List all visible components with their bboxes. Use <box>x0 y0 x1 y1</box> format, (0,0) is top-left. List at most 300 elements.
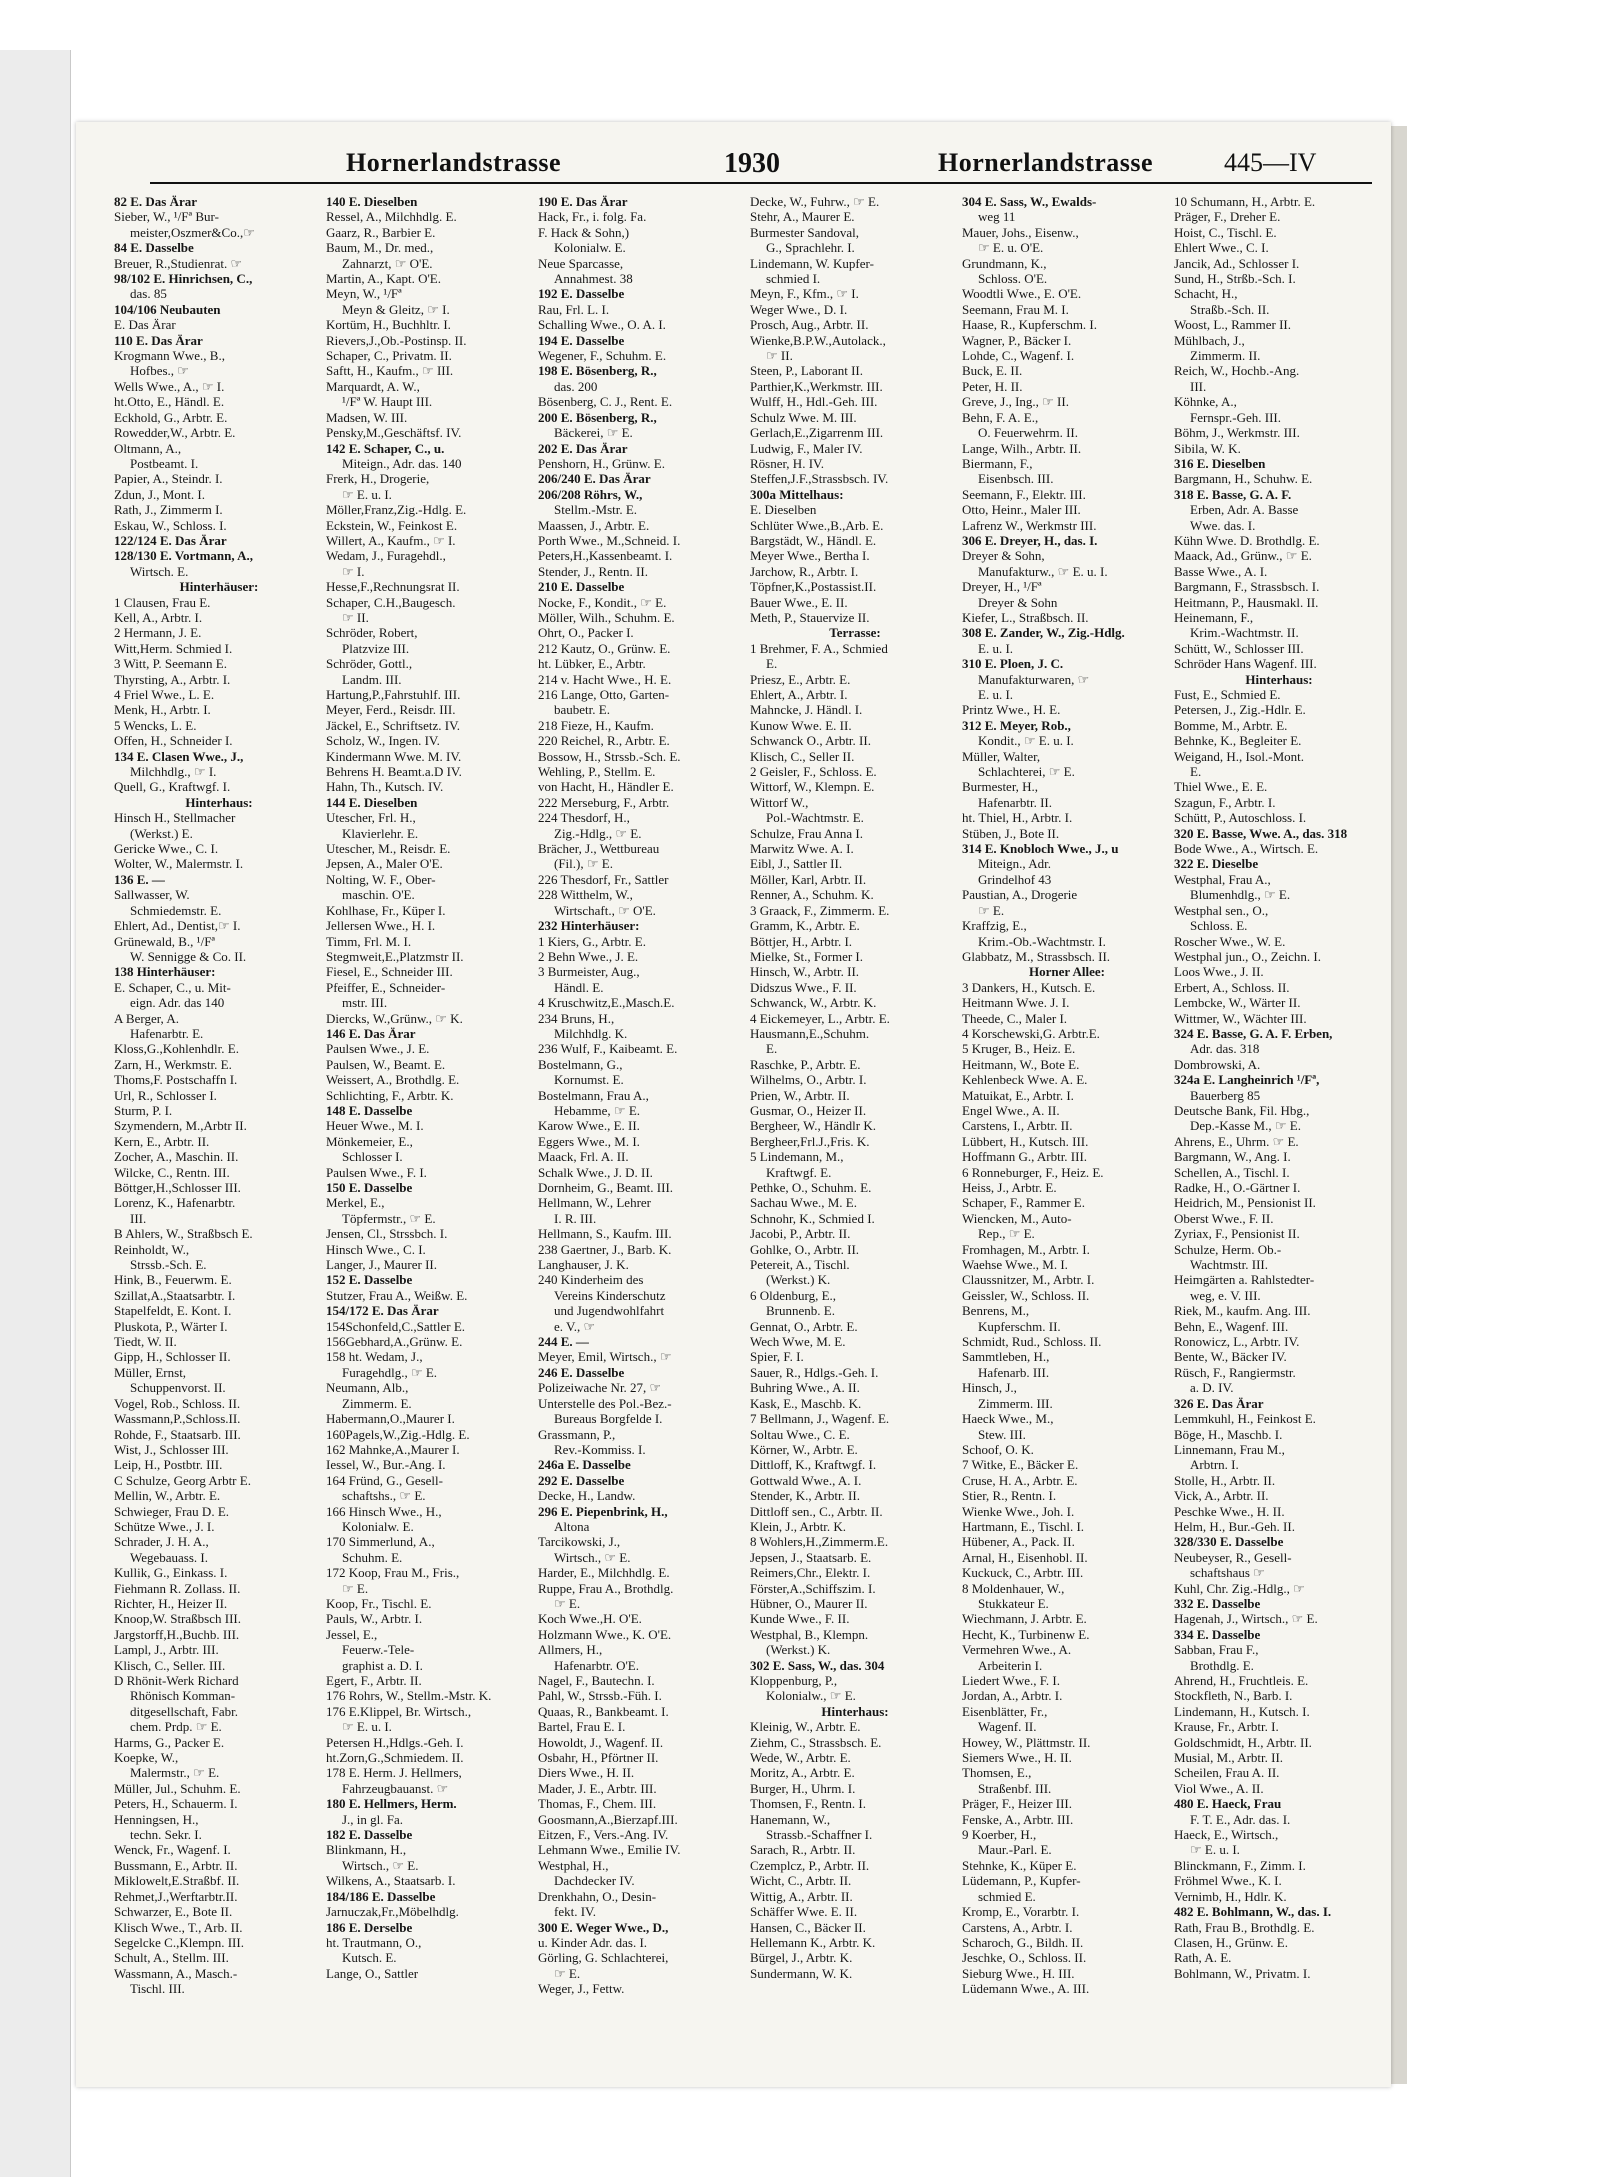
directory-entry: Kunde Wwe., F. II. <box>750 1611 850 1627</box>
directory-entry: 300 E. Weger Wwe., D., <box>538 1919 669 1935</box>
directory-entry: Pluskota, P., Wärter I. <box>114 1318 228 1334</box>
directory-entry: Ahrens, E., Uhrm. ☞ E. <box>1174 1133 1299 1149</box>
directory-entry: Pethke, O., Schuhm. E. <box>750 1180 872 1195</box>
directory-entry: Wist, J., Schlosser III. <box>114 1441 229 1457</box>
directory-entry: Grünewald, B., ¹/Fª <box>114 933 216 949</box>
directory-entry: Gottwald Wwe., A. I. <box>750 1472 862 1488</box>
directory-entry: Habermann,O.,Maurer I. <box>326 1411 455 1427</box>
directory-entry: Jessel, E., <box>326 1626 378 1642</box>
directory-entry: Blumenhdlg., ☞ E. <box>1190 887 1291 903</box>
directory-entry: eign. Adr. das 140 <box>130 995 225 1011</box>
directory-entry: 142 E. Schaper, C., u. <box>326 440 445 456</box>
directory-entry: 216 Lange, Otto, Garten- <box>538 687 670 702</box>
directory-entry: Mellin, W., Arbtr. E. <box>114 1488 221 1504</box>
directory-entry: Bösenberg, C. J., Rent. E. <box>538 394 673 410</box>
directory-entry: Quaas, R., Bankbeamt. I. <box>538 1703 669 1719</box>
directory-entry: 240 Kinderheim des <box>538 1272 644 1288</box>
directory-entry: 156Gebhard,A.,Grünw. E. <box>326 1334 463 1350</box>
directory-entry: 138 Hinterhäuser: <box>114 964 216 980</box>
directory-entry: 186 E. Derselbe <box>326 1919 413 1935</box>
directory-entry: Schulze, Frau Anna I. <box>750 825 864 841</box>
directory-entry: 202 E. Das Ärar <box>538 440 628 456</box>
directory-entry: Ronowicz, L., Arbtr. IV. <box>1174 1334 1300 1350</box>
directory-entry: Schlüter Wwe.,B.,Arb. E. <box>750 517 884 533</box>
directory-entry: 176 E.Klippel, Br. Wirtsch., <box>326 1703 472 1719</box>
directory-entry: Hellemann K., Arbtr. K. <box>750 1934 876 1950</box>
directory-entry: Hafenarbtr. II. <box>978 794 1052 810</box>
directory-entry: Miteign., Adr. <box>978 856 1051 872</box>
directory-entry: Kuckuck, C., Arbtr. III. <box>962 1565 1084 1581</box>
directory-entry: 6 Ronneburger, F., Heiz. E. <box>962 1164 1104 1180</box>
directory-entry: 6 Oldenburg, E., <box>750 1287 837 1303</box>
directory-entry: Rev.-Kommiss. I. <box>554 1441 646 1457</box>
directory-entry: Kolonialw. E. <box>554 240 626 256</box>
directory-entry: Fahrzeugbauanst. ☞ <box>342 1780 449 1796</box>
directory-entry: 328/330 E. Dasselbe <box>1174 1534 1284 1550</box>
directory-entry: Schacht, H., <box>1174 286 1238 302</box>
directory-entry: Ziehm, C., Strassbsch. E. <box>750 1734 882 1750</box>
directory-entry: Wech Wwe, M. E. <box>750 1334 846 1350</box>
directory-entry: Weger Wwe., D. I. <box>750 301 848 317</box>
directory-entry: 314 E. Knobloch Wwe., J., u <box>962 841 1119 857</box>
directory-entry: Eckstein, W., Feinkost E. <box>326 517 458 533</box>
directory-entry: Holzmann Wwe., K. O'E. <box>538 1626 672 1642</box>
directory-entry: Scholz, W., Ingen. IV. <box>326 733 440 749</box>
directory-entry: Tischl. III. <box>130 1981 185 1997</box>
directory-entry: 178 E. Herm. J. Hellmers, <box>326 1765 462 1781</box>
directory-entry: Vereins Kinderschutz <box>554 1287 666 1303</box>
directory-entry: Osbahr, H., Pförtner II. <box>538 1750 659 1766</box>
directory-entry: Goosmann,A.,Bierzapf.III. <box>538 1811 678 1827</box>
directory-entry: Schwarzer, E., Bote II. <box>114 1904 233 1920</box>
directory-entry: Arnal, H., Eisenhobl. II. <box>962 1549 1088 1565</box>
directory-entry: Kuhl, Chr. Zig.-Hdlg., ☞ <box>1174 1580 1305 1596</box>
directory-entry: Weger, J., Fettw. <box>538 1981 625 1997</box>
directory-entry: Eisenblätter, Fr., <box>962 1703 1048 1719</box>
directory-entry: Bauer Wwe., E. II. <box>750 594 848 610</box>
directory-entry: I. R. III. <box>554 1210 597 1226</box>
directory-entry: Jacobi, P., Arbtr. II. <box>750 1226 851 1242</box>
directory-entry: Schröder, Robert, <box>326 625 418 641</box>
directory-entry: Marwitz Wwe. A. I. <box>750 841 854 857</box>
directory-entry: Eitzen, F., Vers.-Ang. IV. <box>538 1827 669 1843</box>
directory-entry: Zimmerm. III. <box>978 1395 1053 1411</box>
directory-entry: 154Schonfeld,C.,Sattler E. <box>326 1318 466 1334</box>
directory-entry: Bureaus Borgfelde I. <box>554 1411 663 1427</box>
directory-entry: Bargmann, H., Schuhw. E. <box>1174 471 1313 487</box>
directory-entry: Steffen,J.F.,Strassbsch. IV. <box>750 471 889 487</box>
directory-entry: E. Dieselben <box>750 502 817 518</box>
directory-entry: Stegmweit,E.,Platzmstr II. <box>326 948 464 964</box>
directory-entry: weg 11 <box>978 209 1016 225</box>
directory-entry: 4 Eickemeyer, L., Arbtr. E. <box>750 1010 890 1026</box>
directory-entry: Eckhold, G., Arbtr. E. <box>114 409 228 425</box>
directory-entry: Zarn, H., Werkmstr. E. <box>114 1056 232 1072</box>
directory-entry: Gaarz, R., Barbier E. <box>326 224 436 240</box>
directory-entry: Bossow, H., Strssb.-Sch. E. <box>538 748 681 764</box>
directory-entry: ☞ E. u. I. <box>342 486 392 502</box>
directory-entry: Brothdlg. E. <box>1190 1657 1254 1673</box>
directory-entry: Schröder, Gottl., <box>326 656 413 672</box>
directory-entry: 98/102 E. Hinrichsen, C., <box>114 271 253 287</box>
directory-entry: Baum, M., Dr. med., <box>326 240 434 256</box>
directory-entry: 172 Koop, Frau M., Fris., <box>326 1565 460 1581</box>
directory-entry: schmied E. <box>978 1888 1036 1904</box>
directory-entry: F. T. E., Adr. das. I. <box>1190 1811 1291 1827</box>
directory-entry: Lohde, C., Wagenf. I. <box>962 348 1075 364</box>
directory-entry: Westphal, Frau A., <box>1174 871 1271 887</box>
directory-entry: 222 Merseburg, F., Arbtr. <box>538 794 670 810</box>
directory-entry: Bode Wwe., A., Wirtsch. E. <box>1174 841 1319 857</box>
directory-entry: E. <box>766 656 778 672</box>
directory-entry: Sachau Wwe., M. E. <box>750 1195 857 1211</box>
directory-entry: Stehr, A., Maurer E. <box>750 209 855 225</box>
directory-entry: 316 E. Dieselben <box>1174 455 1266 471</box>
directory-entry: O. Feuerwehrm. II. <box>978 425 1078 441</box>
directory-entry: Eskau, W., Schloss. I. <box>114 517 227 533</box>
directory-entry: Furagehdlg., ☞ E. <box>342 1364 438 1380</box>
directory-entry: Sieber, W., ¹/Fª Bur- <box>114 209 219 225</box>
directory-entry: Klisch Wwe., T., Arb. II. <box>114 1919 243 1935</box>
directory-entry: Gusmar, O., Heizer II. <box>750 1102 867 1118</box>
directory-entry: 300a Mittelhaus: <box>750 486 844 502</box>
directory-entry: ☞ I. <box>342 563 365 579</box>
directory-entry: Diercks, W.,Grünw., ☞ K. <box>326 1010 463 1026</box>
directory-entry: Mahncke, J. Händl. I. <box>750 702 863 718</box>
directory-entry: Haeck, E., Wirtsch., <box>1174 1827 1279 1843</box>
directory-entry: Müller, Walter, <box>962 748 1041 764</box>
directory-entry: Hoffmann G., Arbtr. III. <box>962 1149 1088 1165</box>
directory-entry: Paustian, A., Drogerie <box>962 887 1078 903</box>
directory-entry: Platzvize III. <box>342 640 410 656</box>
directory-entry: Westphal, H., <box>538 1857 609 1873</box>
directory-entry: 170 Simmerlund, A., <box>326 1534 435 1550</box>
directory-entry: Mauer, Johs., Eisenw., <box>962 224 1079 240</box>
column-2 <box>326 194 536 2059</box>
directory-entry: Decke, W., Fuhrw., ☞ E. <box>750 194 880 209</box>
directory-entry: Wagner, P., Bäcker I. <box>962 332 1072 348</box>
directory-entry: Frerk, H., Drogerie, <box>326 471 430 487</box>
directory-entry: Adr. das. 318 <box>1190 1041 1260 1057</box>
directory-entry: Printz Wwe., H. E. <box>962 702 1061 718</box>
directory-entry: Wagenf. II. <box>978 1719 1037 1735</box>
directory-entry: 228 Witthelm, W., <box>538 887 633 903</box>
directory-entry: Schaper, C.H.,Baugesch. <box>326 594 456 610</box>
directory-entry: Pensky,M.,Geschäftsf. IV. <box>326 425 462 441</box>
directory-entry: Wehling, P., Stellm. E. <box>538 764 656 780</box>
directory-entry: E. <box>1190 764 1202 780</box>
directory-entry: Richter, H., Heizer II. <box>114 1595 228 1611</box>
directory-entry: Rath, J., Zimmerm I. <box>114 502 223 518</box>
directory-entry: Bohlmann, W., Privatm. I. <box>1174 1965 1311 1981</box>
directory-entry: Wirtsch., ☞ E. <box>342 1857 419 1873</box>
directory-entry: Eggers Wwe., M. I. <box>538 1133 640 1149</box>
directory-entry: Carstens, A., Arbtr. I. <box>962 1919 1073 1935</box>
directory-entry: Saftt, H., Kaufm., ☞ III. <box>326 363 454 379</box>
directory-entry: Koch Wwe.,H. O'E. <box>538 1611 642 1627</box>
directory-entry: Scheilen, Frau A. II. <box>1174 1765 1280 1781</box>
directory-entry: Schwieger, Frau D. E. <box>114 1503 230 1519</box>
directory-entry: Wwe. das. I. <box>1190 517 1256 533</box>
directory-entry: 154/172 E. Das Ärar <box>326 1303 439 1319</box>
directory-entry: Rath, Frau B., Brothdlg. E. <box>1174 1919 1315 1935</box>
directory-entry: Hinterhaus: <box>821 1703 889 1719</box>
directory-entry: Hahn, Th., Kutsch. IV. <box>326 779 444 795</box>
directory-entry: ht.Zorn,G.,Schmiedem. II. <box>326 1750 464 1766</box>
directory-entry: Stukkateur E. <box>978 1595 1049 1611</box>
directory-entry: Radke, H., O.-Gärtner I. <box>1174 1180 1301 1195</box>
directory-entry: Merkel, E., <box>326 1195 385 1211</box>
header-page-number: 445—IV <box>1224 148 1317 177</box>
directory-entry: Schaper, F., Rammer E. <box>962 1195 1085 1211</box>
directory-entry: 318 E. Basse, G. A. F. <box>1174 486 1292 502</box>
directory-entry: Manufakturwaren, ☞ <box>978 671 1090 687</box>
directory-entry: Bomme, M., Arbtr. E. <box>1174 717 1288 733</box>
directory-entry: Burmester Sandoval, <box>750 224 860 240</box>
directory-entry: Stüben, J., Bote II. <box>962 825 1060 841</box>
directory-entry: Wedam, J., Furagehdl., <box>326 548 446 564</box>
directory-entry: Jepsen, J., Staatsarb. E. <box>750 1549 872 1565</box>
directory-entry: Kühn Wwe. D. Brothdlg. E. <box>1174 532 1320 548</box>
directory-entry: Wegebauass. I. <box>130 1549 209 1565</box>
directory-entry: Cruse, H. A., Arbtr. E. <box>962 1472 1078 1488</box>
directory-entry: Jellersen Wwe., H. I. <box>326 918 436 934</box>
directory-entry: Hausmann,E.,Schuhm. <box>750 1025 870 1041</box>
directory-entry: Dep.-Kasse M., ☞ E. <box>1190 1118 1301 1134</box>
directory-entry: E. u. I. <box>978 687 1014 702</box>
directory-entry: Benrens, M., <box>962 1303 1030 1319</box>
directory-entry: E. <box>766 1041 778 1057</box>
directory-entry: Kern, E., Arbtr. II. <box>114 1133 210 1149</box>
directory-entry: Ehlert, A., Arbtr. I. <box>750 687 848 702</box>
directory-entry: A Berger, A. <box>114 1010 179 1026</box>
directory-entry: Utescher, Frl. H., <box>326 810 416 826</box>
directory-entry: Willert, A., Kaufm., ☞ I. <box>326 532 456 548</box>
directory-entry: Hartmann, E., Tischl. I. <box>962 1518 1085 1534</box>
directory-entry: Böttjer, H., Arbtr. I. <box>750 933 853 949</box>
directory-entry: Szillat,A.,Staatsarbtr. I. <box>114 1287 236 1303</box>
directory-entry: Zocher, A., Maschin. II. <box>114 1149 239 1165</box>
directory-entry: Jarnuczak,Fr.,Möbelhdlg. <box>326 1904 459 1920</box>
directory-entry: 110 E. Das Ärar <box>114 332 203 348</box>
directory-entry: Menk, H., Arbtr. I. <box>114 702 211 718</box>
directory-entry: 334 E. Dasselbe <box>1174 1626 1261 1642</box>
directory-entry: Linnemann, Frau M., <box>1174 1441 1285 1457</box>
directory-entry: 190 E. Das Ärar <box>538 194 628 209</box>
directory-entry: Bente, W., Bäcker IV. <box>1174 1349 1287 1365</box>
directory-entry: ☞ E. u. I. <box>342 1719 392 1735</box>
directory-entry: Hesse,F.,Rechnungsrat II. <box>326 579 460 595</box>
directory-entry: Viol Wwe., A. II. <box>1174 1780 1264 1796</box>
directory-entry: Schlosser I. <box>342 1149 403 1165</box>
directory-entry: ☞ E. <box>978 902 1005 918</box>
directory-entry: Schlachterei, ☞ E. <box>978 764 1075 780</box>
directory-entry: Koop, Fr., Tischl. E. <box>326 1595 432 1611</box>
directory-entry: Wirtschaft., ☞ O'E. <box>554 902 656 918</box>
directory-entry: Harms, G., Packer E. <box>114 1734 225 1750</box>
directory-entry: Hinterhaus: <box>1245 671 1313 687</box>
directory-entry: Stellm.-Mstr. E. <box>554 502 638 518</box>
directory-entry: Dreyer & Sohn <box>978 594 1058 610</box>
directory-entry: Heitmann Wwe. J. I. <box>962 995 1070 1011</box>
directory-entry: Neubeyser, R., Gesell- <box>1174 1549 1292 1565</box>
directory-entry: Thiel Wwe., E. E. <box>1174 779 1268 795</box>
directory-entry: Martin, A., Kapt. O'E. <box>326 271 441 287</box>
directory-entry: Biermann, F., <box>962 455 1033 471</box>
directory-entry: Wulff, H., Hdl.-Geh. III. <box>750 394 878 410</box>
directory-entry: Stutzer, Frau A., Weißw. E. <box>326 1287 468 1303</box>
directory-entry: Basse Wwe., A. I. <box>1174 563 1268 579</box>
directory-entry: Petersen H.,Hdlgs.-Geh. I. <box>326 1734 464 1750</box>
directory-entry: Timm, Frl. M. I. <box>326 933 412 949</box>
directory-entry: Schalk Wwe., J. D. II. <box>538 1164 653 1180</box>
directory-entry: Breuer, R.,Studienrat. ☞ <box>114 255 243 271</box>
directory-entry: Meyer, Ferd., Reisdr. III. <box>326 702 456 718</box>
directory-entry: (Werkst.) E. <box>130 825 193 841</box>
header-street-right: Hornerlandstrasse <box>938 148 1154 177</box>
directory-entry: Rath, A. E. <box>1174 1950 1232 1966</box>
directory-entry: Strassb.-Schaffner I. <box>766 1827 873 1843</box>
directory-entry: Heitmann, P., Hausmakl. II. <box>1174 594 1319 610</box>
directory-entry: ☞ II. <box>342 609 369 625</box>
directory-entry: 482 E. Bohlmann, W., das. I. <box>1174 1904 1332 1920</box>
directory-entry: 4 Korschewski,G. Arbtr.E. <box>962 1025 1100 1041</box>
directory-entry: 198 E. Bösenberg, R., <box>538 363 657 379</box>
directory-entry: Schlichting, F., Arbtr. K. <box>326 1087 454 1103</box>
directory-entry: Vick, A., Arbtr. II. <box>1174 1488 1269 1504</box>
directory-entry: Schloss. E. <box>1190 918 1248 934</box>
directory-entry: Wegener, F., Schuhm. E. <box>538 348 667 364</box>
directory-entry: 210 E. Dasselbe <box>538 579 625 595</box>
directory-entry: 324a E. Langheinrich ¹/Fª, <box>1174 1072 1320 1088</box>
directory-entry: Neue Sparcasse, <box>538 255 624 271</box>
directory-entry: Goldschmidt, H., Arbtr. II. <box>1174 1734 1312 1750</box>
directory-entry: Grundmann, K., <box>962 255 1047 271</box>
directory-entry: Drenkhahn, O., Desin- <box>538 1888 657 1904</box>
column-4 <box>750 194 960 2059</box>
directory-entry: 308 E. Zander, W., Zig.-Hdlg. <box>962 625 1125 641</box>
directory-entry: Schmiedemstr. E. <box>130 902 222 918</box>
directory-entry: Dittloff sen., C., Arbtr. II. <box>750 1503 883 1519</box>
directory-entry: 322 E. Dieselbe <box>1174 856 1259 872</box>
directory-entry: Körner, W., Arbtr. E. <box>750 1441 858 1457</box>
directory-entry: Url, R., Schlosser I. <box>114 1087 217 1103</box>
directory-entry: Stapelfeldt, E. Kont. I. <box>114 1303 232 1319</box>
directory-entry: Sabban, Frau F., <box>1174 1642 1259 1658</box>
directory-entry: 310 E. Ploen, J. C. <box>962 656 1064 672</box>
directory-entry: Stolle, H., Arbtr. II. <box>1174 1472 1276 1488</box>
directory-entry: Hinterhäuser: <box>179 579 259 595</box>
directory-entry: Hanemann, W., <box>750 1811 831 1827</box>
directory-entry: Malermstr., ☞ E. <box>130 1765 220 1781</box>
directory-entry: Lampl, J., Arbtr. III. <box>114 1642 219 1658</box>
directory-entry: Moritz, A., Arbtr. E. <box>750 1765 855 1781</box>
directory-entry: Bussmann, E., Arbtr. II. <box>114 1857 238 1873</box>
directory-entry: Porth Wwe., M.,Schneid. I. <box>538 532 681 548</box>
directory-entry: 162 Mahnke,A.,Maurer I. <box>326 1441 460 1457</box>
directory-entry: III. <box>1190 378 1207 394</box>
directory-entry: 144 E. Dieselben <box>326 794 418 810</box>
directory-entry: Rievers,J.,Ob.-Postinsp. II. <box>326 332 467 348</box>
directory-entry: 8 Moldenhauer, W., <box>962 1580 1065 1596</box>
directory-entry: Offen, H., Schneider I. <box>114 733 233 749</box>
directory-entry: Hafenarb. III. <box>978 1364 1050 1380</box>
directory-entry: Meyer, Emil, Wirtsch., ☞ <box>538 1349 672 1365</box>
directory-entry: 332 E. Dasselbe <box>1174 1595 1261 1611</box>
directory-entry: Schrader, J. H. A., <box>114 1534 209 1550</box>
directory-entry: Kraftwgf. E. <box>766 1164 832 1180</box>
directory-entry: Wells Wwe., A., ☞ I. <box>114 378 225 394</box>
directory-entry: Kunow Wwe. E. II. <box>750 717 852 733</box>
directory-entry: Lindemann, H., Kutsch. I. <box>1174 1703 1310 1719</box>
directory-entry: Kehlenbeck Wwe. A. E. <box>962 1072 1088 1088</box>
directory-entry: 246a E. Dasselbe <box>538 1457 631 1473</box>
directory-entry: Nolting, W. F., Ober- <box>326 871 436 887</box>
directory-entry: Krim.-Wachtmstr. II. <box>1190 625 1299 641</box>
directory-entry: 206/240 E. Das Ärar <box>538 471 651 487</box>
directory-entry: (Werkst.) K. <box>766 1272 831 1288</box>
directory-entry: Westphal sen., O., <box>1174 902 1269 918</box>
directory-entry: Riek, M., kaufm. Ang. III. <box>1174 1303 1311 1319</box>
directory-entry: Allmers, H., <box>538 1642 603 1658</box>
directory-entry: Quell, G., Kraftwgf. I. <box>114 779 231 795</box>
directory-entry: Fernspr.-Geh. III. <box>1190 409 1281 425</box>
directory-entry: ☞ II. <box>766 348 793 364</box>
directory-entry: Ludwig, F., Maler IV. <box>750 440 863 456</box>
directory-entry: Eibl, J., Sattler II. <box>750 856 843 872</box>
directory-entry: Böge, H., Maschb. I. <box>1174 1426 1283 1442</box>
directory-entry: Maack, Frl. A. II. <box>538 1149 629 1165</box>
directory-entry: 150 E. Dasselbe <box>326 1180 413 1195</box>
directory-entry: Woodtli Wwe., E. O'E. <box>962 286 1082 302</box>
directory-entry: Bargstädt, W., Händl. E. <box>750 532 877 548</box>
directory-entry: Hübner, O., Maurer II. <box>750 1595 868 1611</box>
directory-entry: Schütt, P., Autoschloss. I. <box>1174 810 1307 826</box>
directory-entry: Straßenbf. III. <box>978 1780 1052 1796</box>
directory-entry: Gerlach,E.,Zigarrenm III. <box>750 425 884 441</box>
directory-entry: und Jugendwohlfahrt <box>554 1303 665 1319</box>
directory-entry: 220 Reichel, R., Arbtr. E. <box>538 733 670 749</box>
directory-entry: ht. Trautmann, O., <box>326 1934 422 1950</box>
directory-entry: schaftshaus ☞ <box>1190 1565 1265 1581</box>
directory-entry: 10 Schumann, H., Arbtr. E. <box>1174 194 1316 209</box>
directory-entry: Strssb.-Sch. E. <box>130 1257 207 1273</box>
directory-entry: Ohrt, O., Packer I. <box>538 625 634 641</box>
directory-entry: Tarcikowski, J., <box>538 1534 621 1550</box>
directory-entry: 5 Lindemann, M., <box>750 1149 844 1165</box>
directory-entry: Reinholdt, W., <box>114 1241 190 1257</box>
directory-entry: Prien, W., Arbtr. II. <box>750 1087 850 1103</box>
directory-entry: 160Pagels,W.,Zig.-Hdlg. E. <box>326 1426 470 1442</box>
directory-entry: Rau, Frl. L. I. <box>538 301 610 317</box>
directory-entry: Behn, E., Wagenf. III. <box>1174 1318 1289 1334</box>
directory-entry: Meyn & Gleitz, ☞ I. <box>342 301 450 317</box>
directory-entry: Meyer Wwe., Bertha I. <box>750 548 870 564</box>
directory-entry: Blinckmann, F., Zimm. I. <box>1174 1857 1306 1873</box>
directory-entry: Hafenarbtr. O'E. <box>554 1657 640 1673</box>
directory-entry: Miteign., Adr. das. 140 <box>342 455 462 471</box>
directory-entry: 8 Wohlers,H.,Zimmerm.E. <box>750 1534 889 1550</box>
directory-entry: Zimmerm. II. <box>1190 348 1261 364</box>
directory-entry: Gipp, H., Schlosser II. <box>114 1349 231 1365</box>
directory-entry: 176 Rohrs, W., Stellm.-Mstr. K. <box>326 1688 492 1704</box>
directory-entry: 1 Kiers, G., Arbtr. E. <box>538 933 646 949</box>
directory-entry: Mielke, St., Former I. <box>750 948 864 964</box>
directory-entry: C Schulze, Georg Arbtr E. <box>114 1472 251 1488</box>
directory-entry: Behn, F. A. E., <box>962 409 1039 425</box>
directory-entry: Bäckerei, ☞ E. <box>554 425 633 441</box>
directory-entry: D Rhönit-Werk Richard <box>114 1673 239 1688</box>
